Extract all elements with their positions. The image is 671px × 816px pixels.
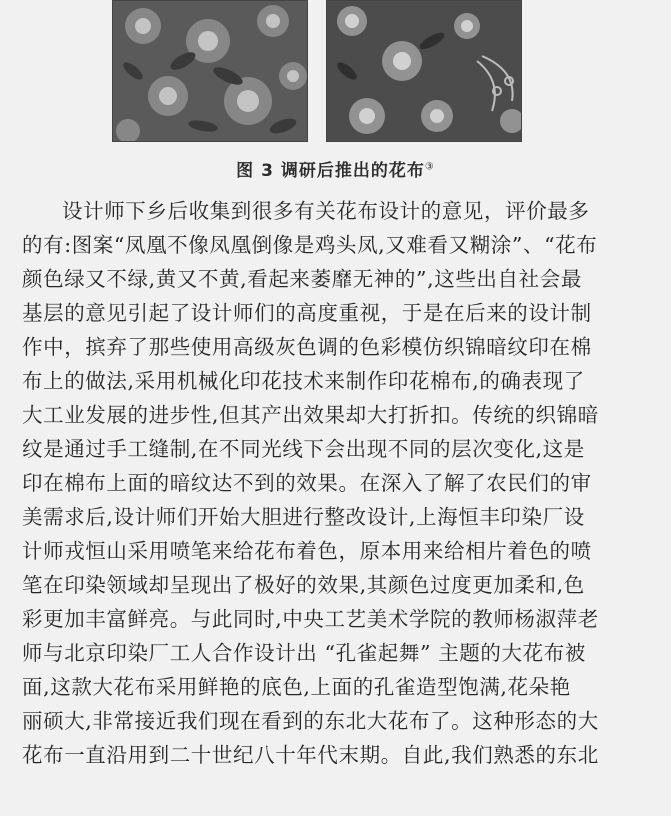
paragraph-line: 纹是通过手工缝制,在不同光线下会出现不同的层次变化,这是 bbox=[22, 437, 585, 461]
fabric-photo-right bbox=[326, 0, 522, 142]
figure-caption bbox=[0, 156, 671, 181]
figure-caption-text: 图 3 调研后推出的花布 bbox=[236, 161, 425, 181]
paragraph-line: 计师戎恒山采用喷笔来给花布着色，原本用来给相片着色的喷 bbox=[22, 539, 592, 563]
paragraph-line: 设计师下乡后收集到很多有关花布设计的意见，评价最多 bbox=[62, 199, 590, 223]
peacock-fabric-image bbox=[327, 1, 521, 141]
paragraph-line: 作中，摈弃了那些使用高级灰色调的色彩模仿织锦暗纹印在棉 bbox=[22, 335, 592, 359]
paragraph-line: 印在棉布上面的暗纹达不到的效果。在深入了解了农民们的审 bbox=[22, 471, 592, 495]
body-paragraph bbox=[22, 194, 634, 772]
paragraph-line: 颜色绿又不绿,黄又不黄,看起来萎靡无神的”,这些出自社会最 bbox=[22, 267, 582, 291]
paragraph-line: 丽硕大,非常接近我们现在看到的东北大花布了。这种形态的大 bbox=[22, 709, 599, 733]
paragraph-line: 师与北京印染厂工人合作设计出 “孔雀起舞” 主题的大花布被 bbox=[22, 641, 586, 665]
paragraph-line: 大工业发展的进步性,但其产出效果却大打折扣。传统的织锦暗 bbox=[22, 403, 599, 427]
paragraph-line: 彩更加丰富鲜亮。与此同时,中央工艺美术学院的教师杨淑萍老 bbox=[22, 607, 599, 631]
paragraph-line: 花布一直沿用到二十世纪八十年代末期。自此,我们熟悉的东北 bbox=[22, 743, 599, 767]
paragraph-line: 美需求后,设计师们开始大胆进行整改设计,上海恒丰印染厂设 bbox=[22, 505, 585, 529]
paragraph-line: 面,这款大花布采用鲜艳的底色,上面的孔雀造型饱满,花朵艳 bbox=[22, 675, 571, 699]
fabric-photo-left bbox=[112, 0, 308, 142]
paragraph-line: 布上的做法,采用机械化印花技术来制作印花棉布,的确表现了 bbox=[22, 369, 585, 393]
footnote-mark: ③ bbox=[424, 161, 435, 173]
paragraph-line: 的有:图案“凤凰不像凤凰倒像是鸡头凤,又难看又糊涂”、“花布 bbox=[22, 233, 598, 257]
figure-images bbox=[0, 0, 671, 142]
paragraph-line: 基层的意见引起了设计师们的高度重视，于是在后来的设计制 bbox=[22, 301, 592, 325]
floral-fabric-image bbox=[113, 1, 307, 141]
paragraph-line: 笔在印染领域却呈现出了极好的效果,其颜色过度更加柔和,色 bbox=[22, 573, 585, 597]
